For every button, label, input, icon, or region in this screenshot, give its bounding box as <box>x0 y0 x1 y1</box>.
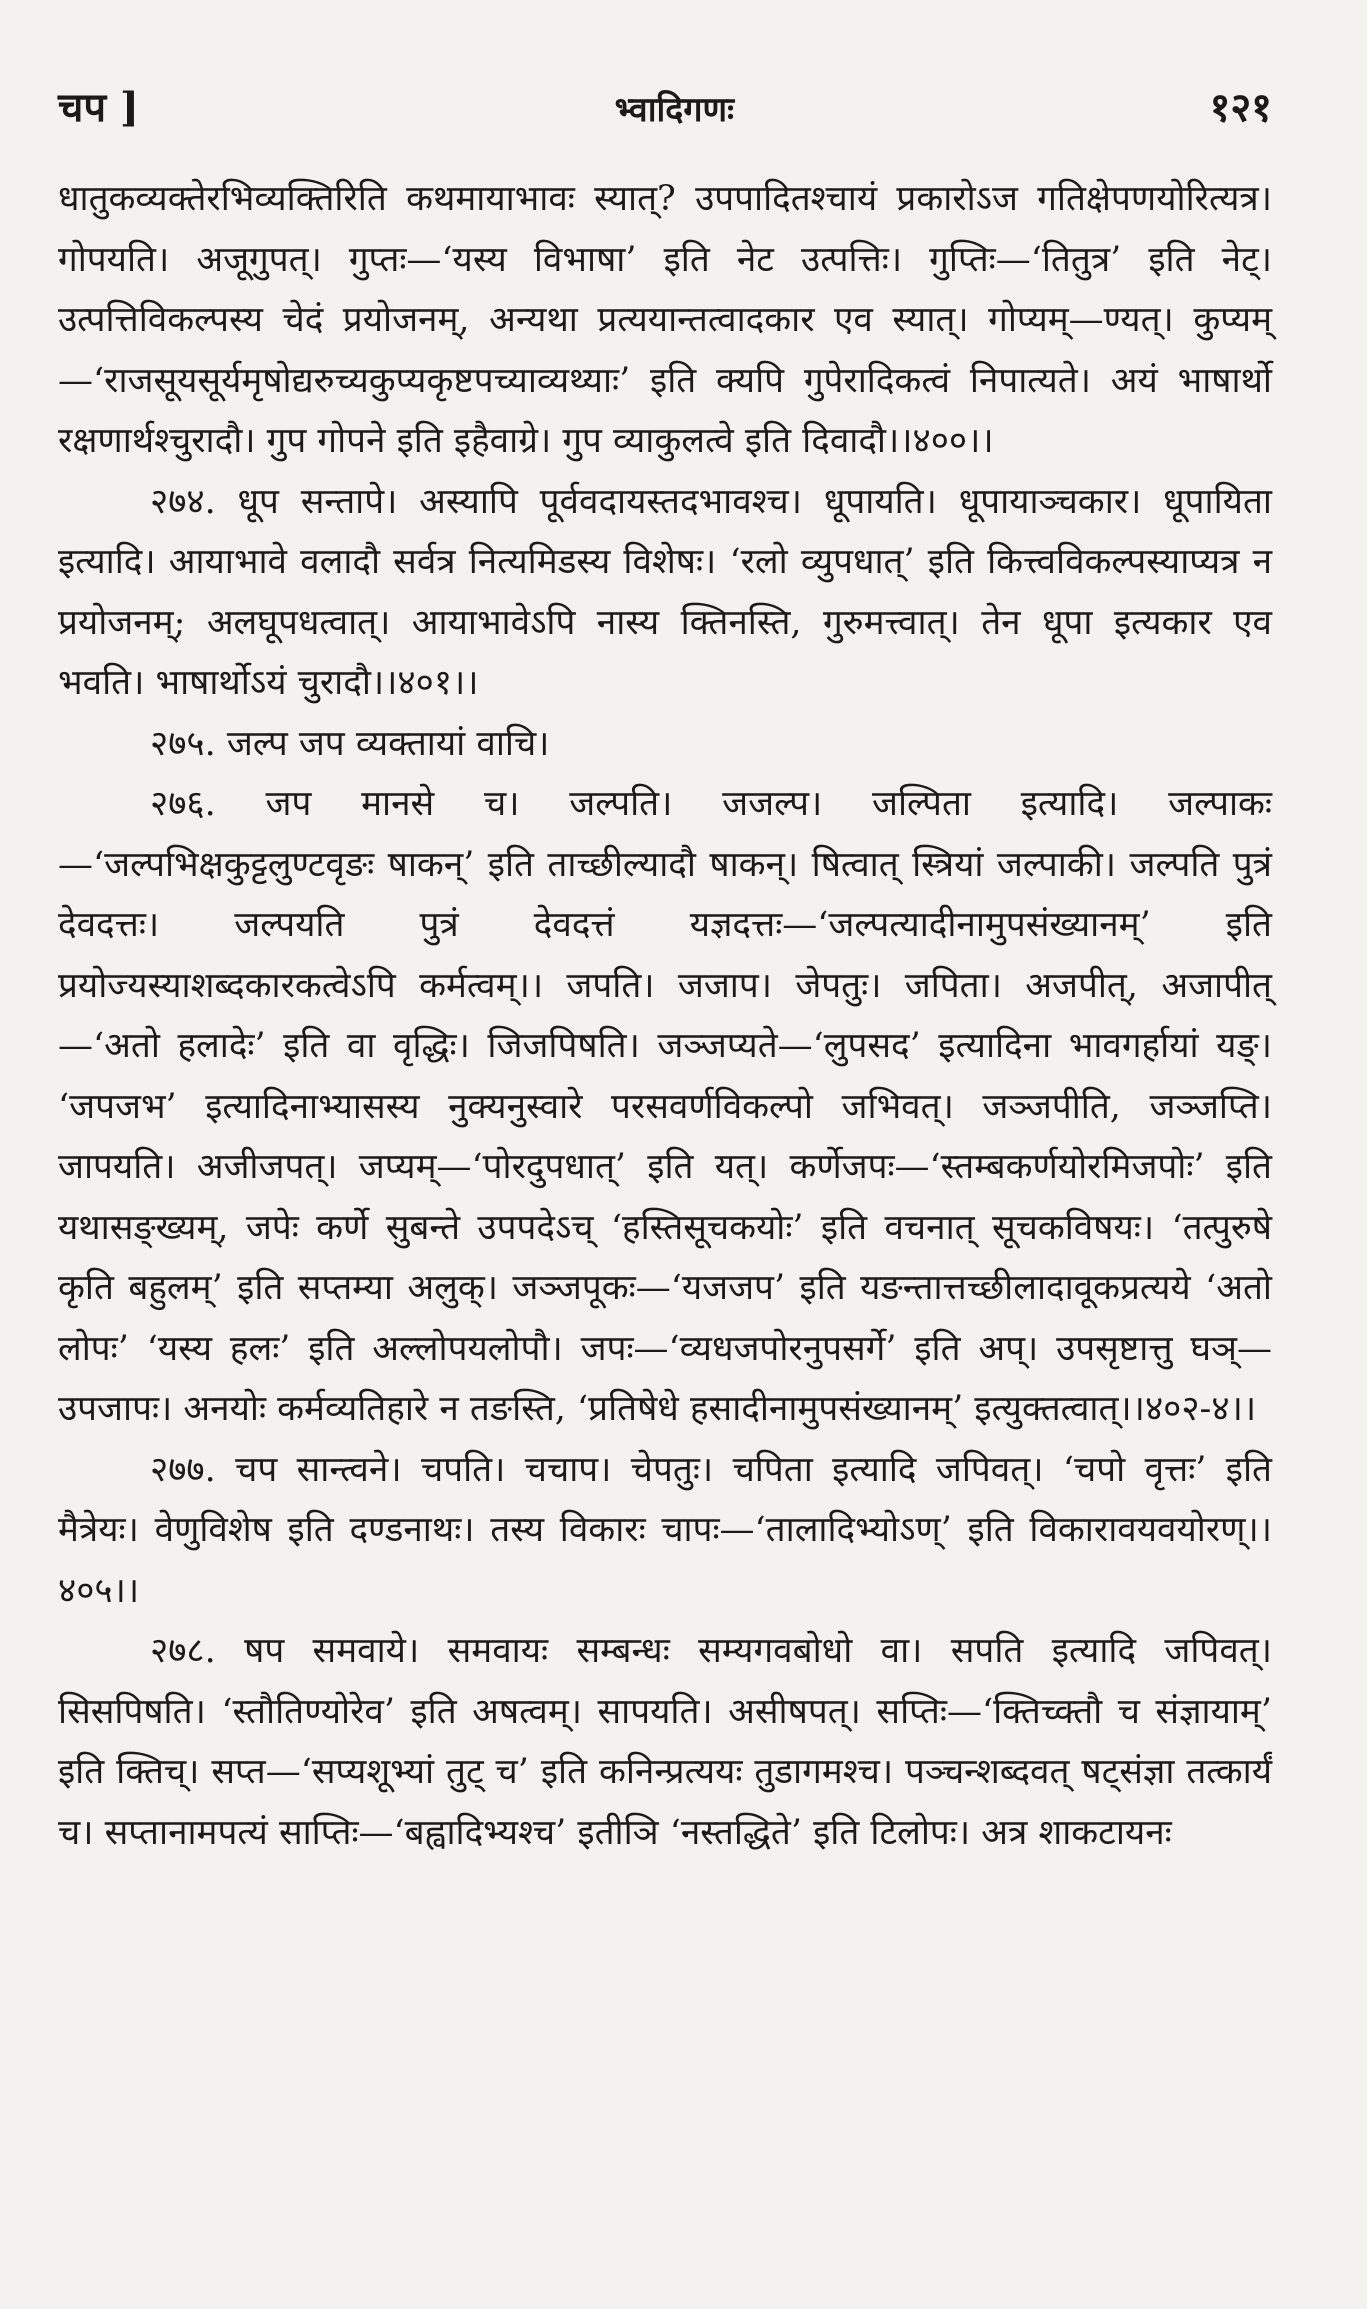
paragraph-277: २७७. चप सान्त्वने। चपति। चचाप। चेपतुः। चपिता इत्यादि जपिवत्। ‘चपो वृत्तः’ इति मैत्रेयः। वेणुविशेष इति दण्डनाथः। तस्य विकारः चापः—‘तालादिभ्योऽण्’ इति विकारावयवयोरण्।।४०५।। <box>58 1449 1272 1611</box>
paragraph-274: २७४. धूप सन्तापे। अस्यापि पूर्ववदायस्तदभावश्च। धूपायति। धूपायाञ्चकार। धूपायिता इत्यादि। आयाभावे वलादौ सर्वत्र नित्यमिडस्य विशेषः। ‘रलो व्युपधात्’ इति कित्त्वविकल्पस्याप्यत्र न प्रयोजनम्; अलघूपधत्वात्। आयाभावेऽपि नास्य क्तिनस्ति, गुरुमत्त्वात्। तेन धूपा इत्यकार एव भवति। भाषार्थोऽयं चुरादौ।।४०१।। <box>58 481 1272 703</box>
paragraph-275: २७५. जल्प जप व्यक्तायां वाचि। <box>150 723 550 764</box>
page-number: १२१ <box>1209 84 1272 131</box>
paragraph-1: धातुकव्यक्तेरभिव्यक्तिरिति कथमायाभावः स्यात्? उपपादितश्चायं प्रकारोऽज गतिक्षेपणयोरित्यत्र। गोपयति। अजूगुपत्। गुप्तः—‘यस्य विभाषा’ इति नेट उत्पत्तिः। गुप्तिः—‘तितुत्र’ इति नेट्। उत्पत्तिविकल्पस्य चेदं प्रयोजनम्, अन्यथा प्रत्ययान्तत्वादकार एव स्यात्। गोप्यम्—ण्यत्। कुप्यम्—‘राजसूयसूर्यमृषोद्यरुच्यकुप्यकृष्टपच्याव्यथ्याः’ इति क्यपि गुपेरादिकत्वं निपात्यते। अयं भाषार्थो रक्षणार्थश्चुरादौ। गुप गोपने इति इहैवाग्रे। गुप व्याकुलत्वे इति दिवादौ।।४००।। <box>58 179 1272 461</box>
header-title: भ्वादिगणः <box>614 90 734 130</box>
page-header <box>58 78 1272 133</box>
header-section-label: चप ] <box>58 84 139 131</box>
paragraph-278: २७८. षप समवाये। समवायः सम्बन्धः सम्यगवबोधो वा। सपति इत्यादि जपिवत्। सिसपिषति। ‘स्तौतिण्योरेव’ इति अषत्वम्। सापयति। असीषपत्। सप्तिः—‘क्तिच्क्तौ च संज्ञायाम्’ इति क्तिच्। सप्त—‘सप्यशूभ्यां तुट् च’ इति कनिन्प्रत्ययः तुडागमश्च। पञ्चन्शब्दवत् षट्संज्ञा तत्कार्यं च। सप्तानामपत्यं साप्तिः—‘बह्वादिभ्यश्च’ इतीञि ‘नस्तद्धिते’ इति टिलोपः। अत्र शाकटायनः <box>58 1631 1272 1853</box>
page-body <box>58 169 1272 1863</box>
paragraph-276: २७६. जप मानसे च। जल्पति। जजल्प। जल्पिता इत्यादि। जल्पाकः—‘जल्पभिक्षकुट्टलुण्टवृङः षाकन्’ इति ताच्छील्यादौ षाकन्। षित्वात् स्त्रियां जल्पाकी। जल्पति पुत्रं देवदत्तः। जल्पयति पुत्रं देवदत्तं यज्ञदत्तः—‘जल्पत्यादीनामुपसंख्यानम्’ इति प्रयोज्यस्याशब्दकारकत्वेऽपि कर्मत्वम्।। जपति। जजाप। जेपतुः। जपिता। अजपीत्, अजापीत्—‘अतो हलादेः’ इति वा वृद्धिः। जिजपिषति। जञ्जप्यते—‘लुपसद’ इत्यादिना भावगर्हायां यङ्। ‘जपजभ’ इत्यादिनाभ्यासस्य नुक्यनुस्वारे परसवर्णविकल्पो जभिवत्। जञ्जपीति, जञ्जप्ति। जापयति। अजीजपत्। जप्यम्—‘पोरदुपधात्’ इति यत्। कर्णेजपः—‘स्तम्बकर्णयोरमिजपोः’ इति यथासङ्ख्यम्, जपेः कर्णे सुबन्ते उपपदेऽच् ‘हस्तिसूचकयोः’ इति वचनात् सूचकविषयः। ‘तत्पुरुषे कृति बहुलम्’ इति सप्तम्या अलुक्। जञ्जपूकः—‘यजजप’ इति यङन्तात्तच्छीलादावूकप्रत्यये ‘अतो लोपः’ ‘यस्य हलः’ इति अल्लोपयलोपौ। जपः—‘व्यधजपोरनुपसर्गे’ इति अप्। उपसृष्टात्तु घञ्—उपजापः। अनयोः कर्मव्यतिहारे न तङस्ति, ‘प्रतिषेधे हसादीनामुपसंख्यानम्’ इत्युक्तत्वात्।।४०२-४।। <box>58 784 1272 1429</box>
